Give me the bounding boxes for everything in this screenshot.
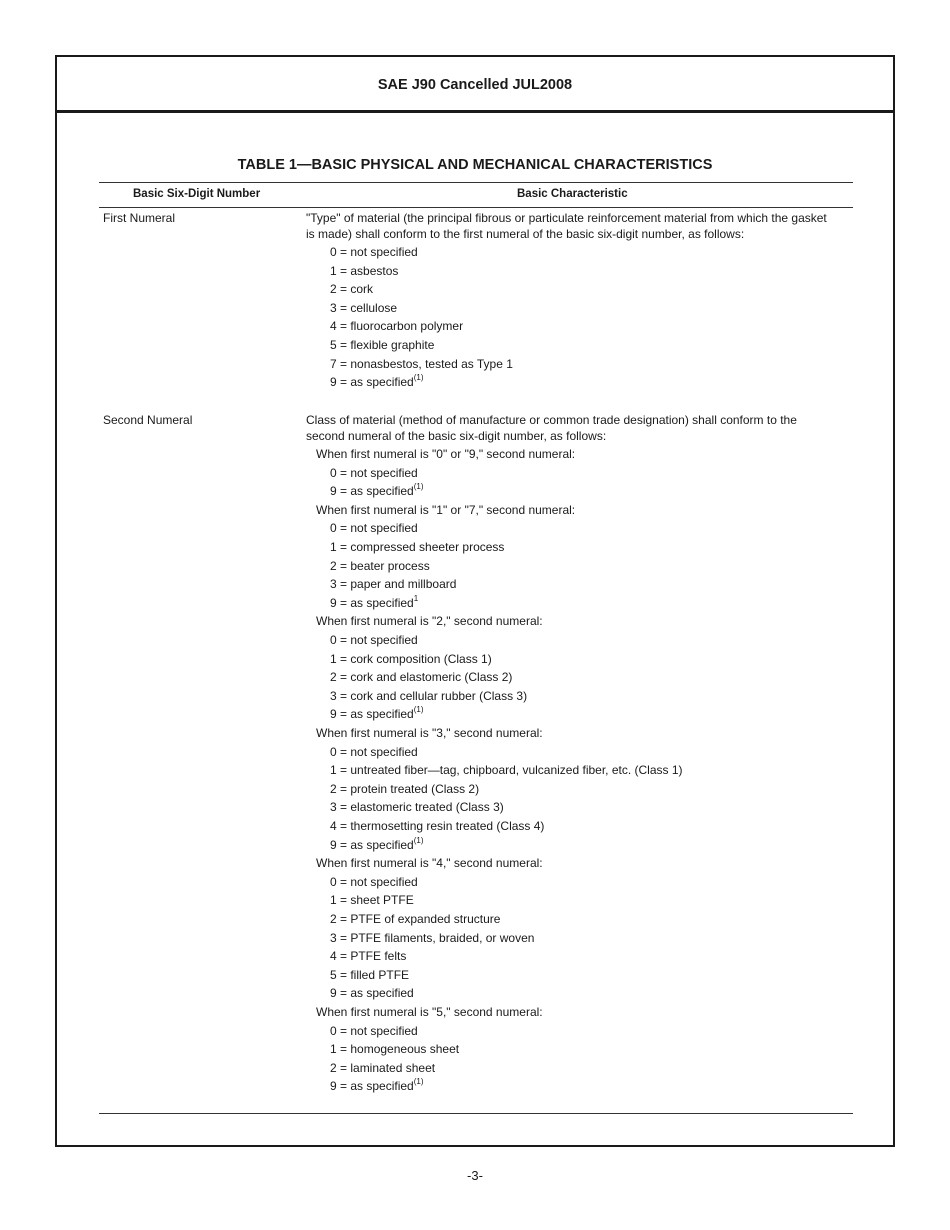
second-numeral-item bbox=[330, 744, 418, 760]
group-heading-text: When first numeral is "5," second numeral: bbox=[316, 1005, 543, 1019]
second-numeral-item bbox=[330, 576, 456, 592]
second-numeral-item-text: 3 = paper and millboard bbox=[330, 577, 457, 592]
second-numeral-item-text: 1 = cork composition (Class 1) bbox=[330, 651, 492, 666]
second-numeral-item bbox=[330, 483, 424, 499]
second-numeral-item-text: 0 = not specified bbox=[330, 465, 418, 480]
first-numeral-item bbox=[330, 356, 513, 372]
second-numeral-item bbox=[330, 985, 414, 1001]
second-numeral-item bbox=[330, 465, 418, 481]
table-top-rule bbox=[99, 182, 853, 183]
second-numeral-item-text: 1 = homogeneous sheet bbox=[330, 1042, 460, 1057]
table-title: TABLE 1—BASIC PHYSICAL AND MECHANICAL CHARACTERISTICS bbox=[237, 157, 713, 173]
footnote-ref: (1) bbox=[413, 835, 424, 845]
second-numeral-item bbox=[330, 558, 430, 574]
second-numeral-item bbox=[330, 539, 504, 555]
second-numeral-item-text: 2 = PTFE of expanded structure bbox=[330, 912, 501, 926]
second-numeral-item-text: 3 = elastomeric treated (Class 3) bbox=[330, 800, 504, 815]
second-numeral-item-text: 3 = PTFE filaments, braided, or woven bbox=[330, 930, 535, 945]
second-numeral-item bbox=[330, 520, 418, 536]
second-numeral-item bbox=[330, 818, 544, 834]
second-numeral-item-text: 0 = not specified bbox=[330, 521, 418, 536]
first-numeral-item bbox=[330, 318, 463, 334]
first-numeral-item bbox=[330, 263, 398, 279]
second-numeral-item bbox=[330, 1023, 418, 1039]
second-numeral-item-text: 9 = as specified bbox=[330, 1079, 414, 1094]
footnote-ref: (1) bbox=[413, 1077, 424, 1087]
table-bottom-rule bbox=[99, 1113, 853, 1114]
first-numeral-item-text: 3 = cellulose bbox=[330, 300, 398, 315]
second-numeral-item bbox=[330, 930, 534, 946]
first-numeral-item-text: 9 = as specified bbox=[330, 375, 414, 390]
first-numeral-item-text: 7 = nonasbestos, tested as Type 1 bbox=[330, 356, 513, 371]
second-numeral-item-text: 0 = not specified bbox=[330, 874, 418, 889]
second-numeral-item bbox=[330, 948, 406, 964]
second-numeral-item bbox=[330, 911, 500, 927]
first-numeral-desc-line1: "Type" of material (the principal fibrous or particulate reinforcement material from which the gasket bbox=[306, 211, 827, 225]
column-header-number: Basic Six-Digit Number bbox=[133, 188, 261, 200]
group-heading-text: When first numeral is "3," second numeral: bbox=[316, 726, 543, 740]
second-numeral-item bbox=[330, 688, 527, 704]
second-numeral-item-text: 9 = as specified bbox=[330, 837, 414, 852]
second-numeral-item bbox=[330, 892, 414, 908]
footnote-ref: 1 bbox=[413, 593, 419, 603]
second-numeral-item bbox=[330, 781, 479, 797]
first-numeral-item bbox=[330, 374, 424, 390]
second-numeral-item-text: 9 = as specified bbox=[330, 595, 414, 610]
column-header-characteristic: Basic Characteristic bbox=[517, 188, 628, 200]
group-heading bbox=[316, 725, 543, 741]
second-numeral-item-text: 0 = not specified bbox=[330, 633, 418, 647]
second-numeral-label: Second Numeral bbox=[103, 413, 193, 427]
group-heading bbox=[316, 613, 543, 629]
footnote-ref: (1) bbox=[413, 373, 424, 383]
page-frame bbox=[55, 55, 895, 1147]
first-numeral-item-text: 2 = cork bbox=[330, 282, 374, 297]
second-numeral-item-text: 5 = filled PTFE bbox=[330, 967, 410, 982]
second-numeral-item-text: 4 = thermosetting resin treated (Class 4) bbox=[330, 819, 545, 833]
second-numeral-item bbox=[330, 669, 512, 685]
group-heading-text: When first numeral is "0" or "9," second numeral: bbox=[316, 447, 576, 461]
document-header: SAE J90 Cancelled JUL2008 bbox=[57, 57, 893, 113]
second-numeral-item bbox=[330, 837, 424, 853]
second-numeral-item bbox=[330, 1060, 435, 1076]
second-numeral-item bbox=[330, 1041, 459, 1057]
first-numeral-desc-line2: is made) shall conform to the first numeral of the basic six-digit number, as follows: bbox=[306, 227, 745, 241]
first-numeral-item bbox=[330, 300, 397, 316]
footnote-ref: (1) bbox=[413, 482, 424, 492]
second-numeral-item bbox=[330, 874, 418, 890]
first-numeral-item bbox=[330, 337, 434, 353]
first-numeral-item-text: 0 = not specified bbox=[330, 245, 418, 259]
first-numeral-item bbox=[330, 281, 373, 297]
group-heading-text: When first numeral is "2," second numeral: bbox=[316, 614, 543, 629]
group-heading bbox=[316, 446, 575, 462]
first-numeral-item-text: 5 = flexible graphite bbox=[330, 338, 435, 352]
page-number: -3- bbox=[467, 1168, 483, 1183]
second-numeral-item bbox=[330, 706, 424, 722]
second-numeral-item bbox=[330, 762, 683, 778]
second-numeral-item-text: 9 = as specified bbox=[330, 707, 414, 722]
second-numeral-item bbox=[330, 967, 409, 983]
second-numeral-item-text: 2 = beater process bbox=[330, 558, 430, 573]
group-heading bbox=[316, 1004, 543, 1020]
second-numeral-item bbox=[330, 1078, 424, 1094]
second-numeral-item bbox=[330, 799, 504, 815]
second-numeral-item bbox=[330, 632, 418, 648]
group-heading bbox=[316, 855, 543, 871]
footnote-ref: (1) bbox=[413, 705, 424, 715]
second-numeral-item-text: 2 = laminated sheet bbox=[330, 1060, 436, 1075]
second-numeral-item bbox=[330, 651, 492, 667]
first-numeral-label: First Numeral bbox=[103, 211, 176, 225]
second-numeral-item-text: 3 = cork and cellular rubber (Class 3) bbox=[330, 688, 528, 703]
second-numeral-item-text: 0 = not specified bbox=[330, 744, 418, 759]
second-numeral-item-text: 1 = compressed sheeter process bbox=[330, 540, 505, 554]
second-numeral-item-text: 0 = not specified bbox=[330, 1023, 418, 1038]
second-numeral-item-text: 1 = sheet PTFE bbox=[330, 893, 414, 908]
second-numeral-item-text: 9 = as specified bbox=[330, 484, 414, 499]
first-numeral-item-text: 1 = asbestos bbox=[330, 263, 399, 278]
second-numeral-item bbox=[330, 595, 418, 611]
group-heading-text: When first numeral is "1" or "7," second numeral: bbox=[316, 502, 576, 517]
second-numeral-item-text: 4 = PTFE felts bbox=[330, 949, 407, 964]
group-heading bbox=[316, 502, 575, 518]
table-header-rule bbox=[99, 207, 853, 208]
first-numeral-item-text: 4 = fluorocarbon polymer bbox=[330, 319, 464, 334]
second-numeral-item-text: 2 = protein treated (Class 2) bbox=[330, 781, 480, 796]
first-numeral-item bbox=[330, 244, 418, 260]
second-numeral-item-text: 2 = cork and elastomeric (Class 2) bbox=[330, 670, 513, 685]
second-numeral-item-text: 1 = untreated fiber—tag, chipboard, vulcanized fiber, etc. (Class 1) bbox=[330, 763, 683, 778]
second-numeral-desc-line1: Class of material (method of manufacture or common trade designation) shall conform to the bbox=[306, 413, 797, 427]
group-heading-text: When first numeral is "4," second numeral: bbox=[316, 856, 543, 871]
second-numeral-item-text: 9 = as specified bbox=[330, 986, 414, 1001]
second-numeral-desc-line2: second numeral of the basic six-digit number, as follows: bbox=[306, 429, 607, 443]
